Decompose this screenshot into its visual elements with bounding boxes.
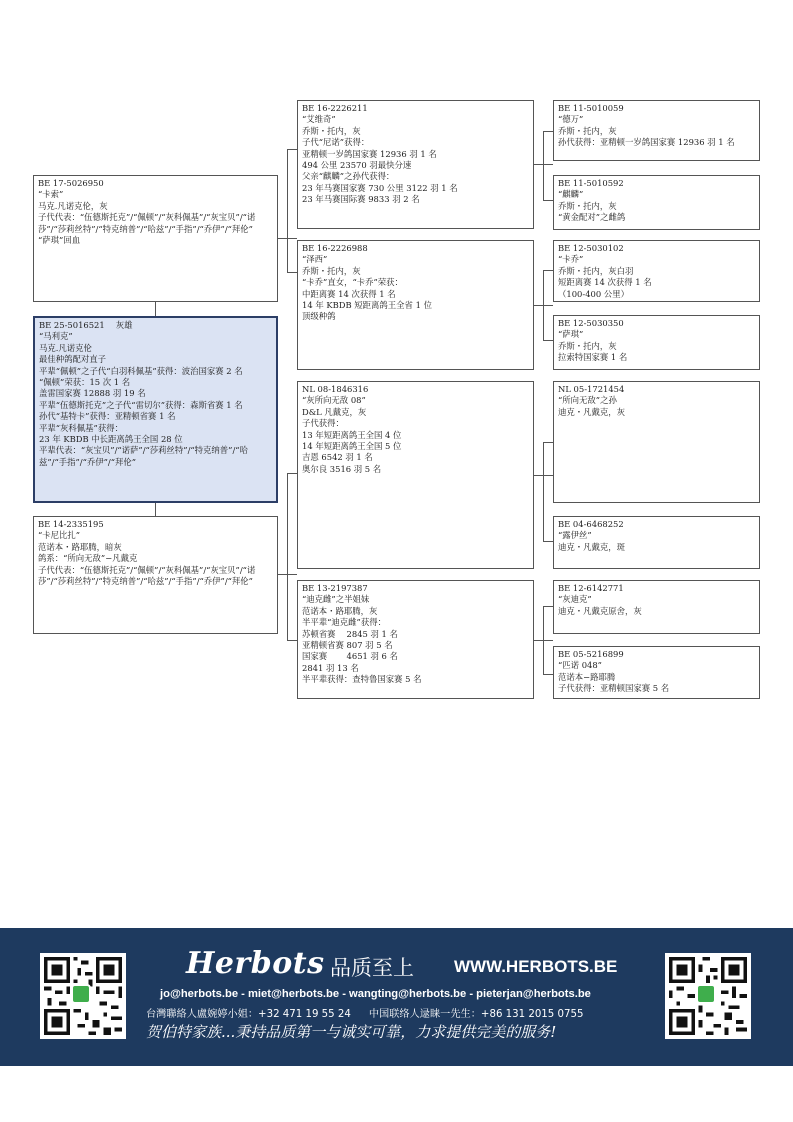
pedigree-line: 范诺本−路耶腾 xyxy=(558,671,616,682)
pedigree-line: 中距离赛 14 次获得 1 名 xyxy=(302,288,396,299)
pedigree-line: 14 年短距离鸽王全国 5 位 xyxy=(302,441,402,452)
pedigree-line: 孙代获得：亚精顿一岁鸽国家赛 12936 羽 1 名 xyxy=(558,137,735,148)
brand-slogan: 品质至上 xyxy=(330,956,414,980)
connector xyxy=(543,340,553,341)
connector xyxy=(543,606,553,607)
email-list[interactable]: jo@herbots.be - miet@herbots.be - wangting@herbots.be - pieterjan@herbots.be xyxy=(160,988,591,1000)
pedigree-line: “卡索” xyxy=(38,189,64,200)
pedigree-line: “泽西” xyxy=(302,254,328,265)
pedigree-line: “萨琪”回血 xyxy=(38,235,81,246)
pedigree-line: “所向无敌”之孙 xyxy=(558,395,617,406)
qr-code-right[interactable] xyxy=(665,953,751,1039)
brand-logo: Herbots xyxy=(186,946,325,981)
tagline: 贺伯特家族...秉持品质第一与诚实可靠，力求提供完美的服务! xyxy=(146,1023,557,1041)
line-icon xyxy=(71,984,91,1004)
sire-dam-dam-box xyxy=(553,315,760,370)
ring-number: BE 16-2226211 xyxy=(302,103,368,113)
ring-number: NL 05-1721454 xyxy=(558,384,625,394)
pedigree-line: 父亲“麒麟”之孙代获得： xyxy=(302,171,395,182)
ring-number: BE 12-5030350 xyxy=(558,318,624,328)
dam-box xyxy=(33,516,278,634)
pedigree-line: 半平辈获得：查特鲁国家赛 5 名 xyxy=(302,674,422,685)
pedigree-line: 子代获得：亚精顿国家赛 5 名 xyxy=(558,683,670,694)
ring-number: BE 11-5010592 xyxy=(558,178,624,188)
pedigree-line: 23 年马赛国际赛 9833 羽 2 名 xyxy=(302,194,420,205)
pedigree-line: 孙代“基特卡”获得：亚精顿省赛 1 名 xyxy=(39,411,176,422)
pedigree-line: 乔斯・托内，灰 xyxy=(558,125,617,136)
pedigree-line: 奥尔良 3516 羽 5 名 xyxy=(302,463,382,474)
connector xyxy=(543,442,544,542)
wechat-icon xyxy=(696,984,716,1004)
sire-box xyxy=(33,175,278,302)
sire-dam-sire-box xyxy=(553,240,760,302)
pedigree-line: 乔斯・托内，灰 xyxy=(558,340,617,351)
pedigree-line: 亚精顿一岁鸽国家赛 12936 羽 1 名 xyxy=(302,148,437,159)
connector xyxy=(155,503,156,516)
pedigree-line: “灰迪克” xyxy=(558,594,592,605)
dam-sire-box xyxy=(297,381,534,569)
pedigree-line: 乔斯・托内，灰 xyxy=(558,200,617,211)
pedigree-line: 494 公里 23570 羽最快分速 xyxy=(302,160,412,171)
pedigree-line: “萨琪” xyxy=(558,329,584,340)
pedigree-line: 顶级种鸽 xyxy=(302,311,336,322)
connector xyxy=(543,270,553,271)
pedigree-line: 平辈“佩顿”之子代“白羽科佩基”获得：波治国家赛 2 名 xyxy=(39,365,243,376)
pedigree-line: 子代代表：“伍德斯托克”/“佩顿”/“灰科佩基”/“灰宝贝”/“诺莎”/“莎莉丝特”/“特克纳普”/“哈兹”/“手指”/“乔伊”/“拜伦” xyxy=(38,212,256,234)
pedigree-line: 迪克・凡戴克原舍，灰 xyxy=(558,605,642,616)
pedigree-line: 23 年马赛国家赛 730 公里 3122 羽 1 名 xyxy=(302,182,458,193)
pedigree-line: 拉索特国家赛 1 名 xyxy=(558,352,628,363)
connector xyxy=(287,149,288,273)
pedigree-line: “佩顿”荣获：15 次 1 名 xyxy=(39,377,131,388)
pedigree-line: 14 年 KBDB 短距离鸽王全省 1 位 xyxy=(302,300,432,311)
pedigree-line: 乔斯・托内，灰白羽 xyxy=(558,265,634,276)
connector xyxy=(543,442,553,443)
dam-dam-box xyxy=(297,580,534,699)
pedigree-line: 马克.凡诺克伦 xyxy=(39,342,92,353)
pedigree-line: 迪克・凡戴克，灰 xyxy=(558,406,625,417)
pedigree-line: “黄金配对”之雌鸽 xyxy=(558,212,626,223)
pedigree-line: “匹诺 048” xyxy=(558,660,602,671)
pedigree-line: 乔斯・托内，灰 xyxy=(302,265,361,276)
connector xyxy=(543,200,553,201)
pedigree-line: 23 年 KBDB 中长距离鸽王全国 28 位 xyxy=(39,434,183,445)
connector xyxy=(287,473,297,474)
website-link[interactable]: WWW.HERBOTS.BE xyxy=(454,957,618,976)
ring-number: NL 08-1846316 xyxy=(302,384,369,394)
sire-sire-box xyxy=(297,100,534,229)
pedigree-line: 亚精顿省赛 807 羽 5 名 xyxy=(302,640,393,651)
pedigree-line: 短距离赛 14 次获得 1 名 xyxy=(558,277,652,288)
subject-box xyxy=(33,316,278,503)
connector xyxy=(543,131,544,201)
contact-taiwan: 台灣聯絡人盧婉婷小姐：+32 471 19 55 24 xyxy=(146,1009,351,1020)
connector xyxy=(287,149,297,150)
ring-number: BE 04-6468252 xyxy=(558,519,624,529)
sire-sire-dam-box xyxy=(553,175,760,230)
pedigree-line: “卡乔” xyxy=(558,254,584,265)
pedigree-line: 子代代表：“伍德斯托克”/“佩顿”/“灰科佩基”/“灰宝贝”/“诺莎”/“莎莉丝特”/“特克纳普”/“哈兹”/“手指”/“乔伊”/“拜伦” xyxy=(38,564,256,587)
contact-line xyxy=(146,1005,646,1020)
pedigree-line: 子代获得： xyxy=(302,418,344,429)
pedigree-line: （100-400 公里） xyxy=(558,288,629,299)
ring-number: BE 25-5016521 灰雄 xyxy=(39,320,133,330)
connector xyxy=(543,674,553,675)
pedigree-line: “马利克” xyxy=(39,331,73,342)
ring-number: BE 12-5030102 xyxy=(558,243,624,253)
pedigree-line: 13 年短距离鸽王全国 4 位 xyxy=(302,429,402,440)
pedigree-line: 范诺本・路耶腾，灰 xyxy=(302,605,378,616)
pedigree-line: D&L 凡戴克，灰 xyxy=(302,406,367,417)
pedigree-line: 迪克・凡戴克，斑 xyxy=(558,541,625,552)
pedigree-line: 子代“尼诺”获得： xyxy=(302,137,370,148)
pedigree-line: 平辈代表：“灰宝贝”/“诺萨”/“莎莉丝特”/“特克纳普”/“哈兹”/“手指”/“乔伊”/“拜伦” xyxy=(39,445,248,467)
pedigree-line: 苏顿省赛 2845 羽 1 名 xyxy=(302,628,398,639)
pedigree-line: 2841 羽 13 名 xyxy=(302,662,359,673)
pedigree-line: 半平辈“迪克雌”获得： xyxy=(302,617,386,628)
sire-dam-box xyxy=(297,240,534,370)
ring-number: BE 12-6142771 xyxy=(558,583,624,593)
pedigree-line: “露伊丝” xyxy=(558,530,592,541)
pedigree-line: 平辈“伍德斯托克”之子代“雷切尔”获得：森斯省赛 1 名 xyxy=(39,399,243,410)
connector xyxy=(543,131,553,132)
ring-number: BE 13-2197387 xyxy=(302,583,368,593)
dam-sire-dam-box xyxy=(553,516,760,569)
pedigree-line: 吉恩 6542 羽 1 名 xyxy=(302,452,373,463)
pedigree-line: “麒麟” xyxy=(558,189,584,200)
pedigree-line: “德万” xyxy=(558,114,584,125)
connector xyxy=(543,270,544,341)
pedigree-line: 平辈“灰科佩基”获得： xyxy=(39,422,123,433)
pedigree-line: 鸽系：“所向无敌”−凡戴克 xyxy=(38,553,138,564)
pedigree-line: 马克.凡诺克伦，灰 xyxy=(38,200,108,211)
pedigree-line: “灰所向无敌 08” xyxy=(302,395,366,406)
pedigree-line: 最佳种鸽配对直子 xyxy=(39,354,106,365)
dam-dam-dam-box xyxy=(553,646,760,699)
sire-sire-sire-box xyxy=(553,100,760,161)
pedigree-line: “卡乔”直女，“卡乔”荣获： xyxy=(302,277,403,288)
connector xyxy=(287,473,288,641)
qr-code-left[interactable] xyxy=(40,953,126,1039)
pedigree-line: 国家赛 4651 羽 6 名 xyxy=(302,651,398,662)
contact-china: 中国联络人逯睐一先生：+86 131 2015 0755 xyxy=(368,1009,584,1020)
dam-dam-sire-box xyxy=(553,580,760,634)
connector xyxy=(287,272,297,273)
ring-number: BE 11-5010059 xyxy=(558,103,624,113)
pedigree-line: 乔斯・托内，灰 xyxy=(302,125,361,136)
pedigree-line: 范诺本・路耶腾，暗灰 xyxy=(38,541,122,552)
ring-number: BE 05-5216899 xyxy=(558,649,624,659)
connector xyxy=(543,606,544,675)
dam-sire-sire-box xyxy=(553,381,760,503)
pedigree-line: “艾维奇” xyxy=(302,114,336,125)
ring-number: BE 16-2226988 xyxy=(302,243,368,253)
pedigree-line: 盖雷国家赛 12888 羽 19 名 xyxy=(39,388,146,399)
ring-number: BE 14-2335195 xyxy=(38,519,104,529)
connector xyxy=(287,640,297,641)
connector xyxy=(543,541,553,542)
ring-number: BE 17-5026950 xyxy=(38,178,104,188)
pedigree-line: “卡尼比扎” xyxy=(38,530,81,541)
connector xyxy=(155,302,156,316)
pedigree-line: “迪克雌”之半姐妹 xyxy=(302,594,370,605)
